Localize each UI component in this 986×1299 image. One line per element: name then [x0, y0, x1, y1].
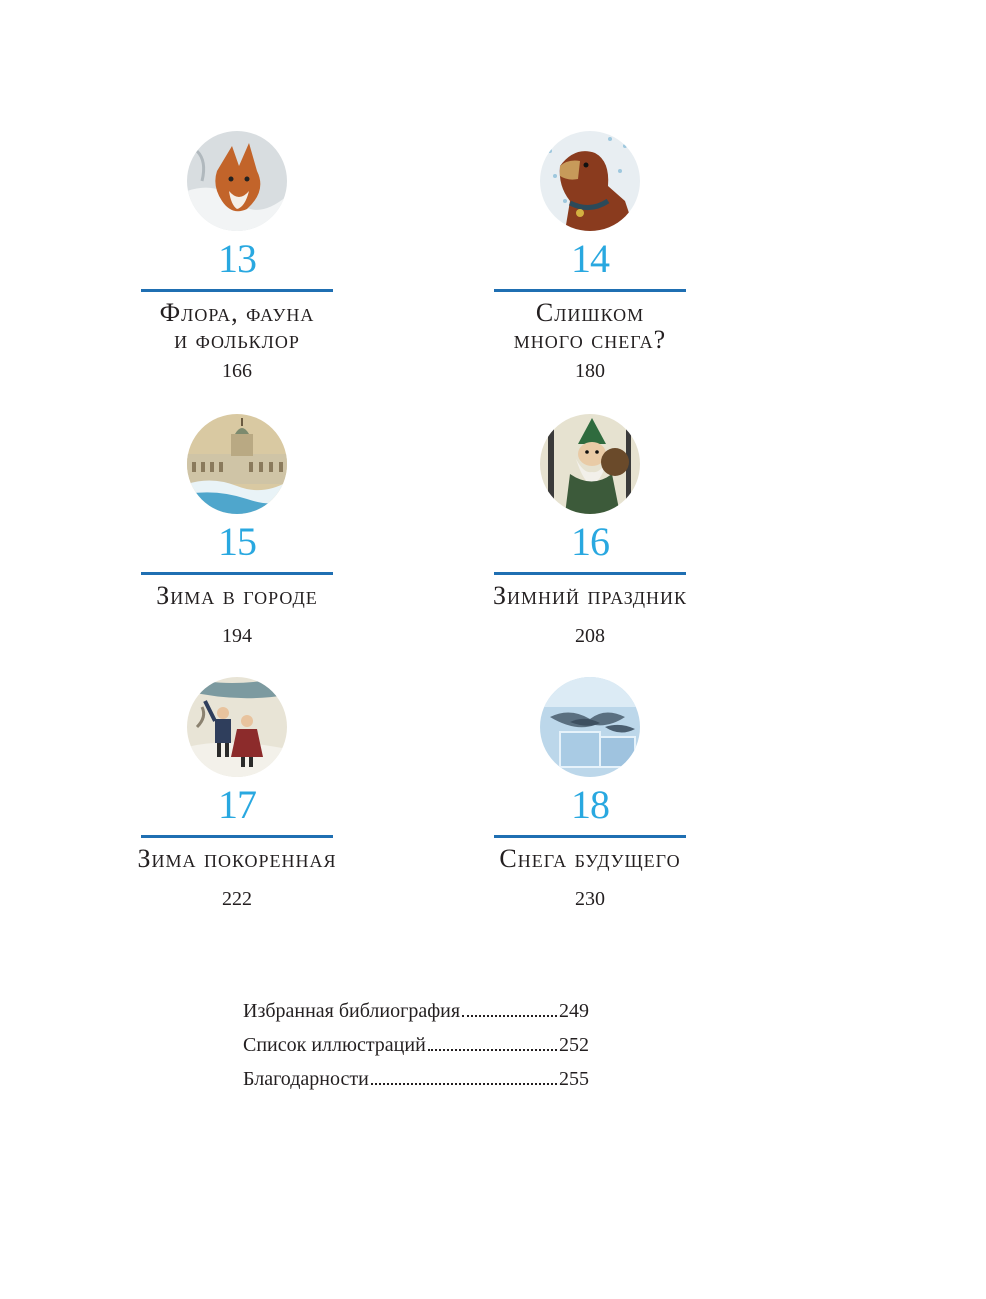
toc-label: Благодарности — [243, 1068, 369, 1090]
toc-item-acknowledgements[interactable] — [243, 1067, 589, 1101]
divider-rule — [494, 289, 686, 292]
toc-label: Список иллюстраций — [243, 1034, 426, 1056]
dot-leader — [371, 1083, 557, 1085]
divider-rule — [494, 835, 686, 838]
divider-rule — [141, 572, 333, 575]
toc-page: 249 — [559, 1000, 589, 1022]
toc-page: 252 — [559, 1034, 589, 1056]
dot-leader — [428, 1049, 557, 1051]
chapter-number[interactable]: 14 — [571, 236, 609, 281]
chapter-title-line1: Слишком — [535, 298, 645, 327]
chapter-number[interactable]: 13 — [218, 236, 256, 281]
toc-page: 255 — [559, 1068, 589, 1090]
chapter-page-number: 180 — [575, 360, 605, 382]
santa-thumbnail[interactable] — [540, 414, 640, 514]
chapter-title-line1: Снега будущего — [499, 844, 681, 873]
chapter-title-line1: Зимний праздник — [493, 581, 687, 610]
chapter-title[interactable] — [470, 845, 710, 872]
chapter-number[interactable]: 16 — [571, 519, 609, 564]
city-thumbnail[interactable] — [187, 414, 287, 514]
dot-leader — [462, 1015, 557, 1017]
chapter-number[interactable]: 15 — [218, 519, 256, 564]
chapter-title-line1: Зима покоренная — [137, 844, 337, 873]
chapter-title-line1: Зима в городе — [156, 581, 318, 610]
toc-item-bibliography[interactable] — [243, 999, 589, 1033]
divider-rule — [141, 289, 333, 292]
toc-label: Избранная библиография — [243, 1000, 461, 1022]
divider-rule — [141, 835, 333, 838]
chapter-number[interactable]: 17 — [218, 782, 256, 827]
chapter-title[interactable] — [470, 582, 710, 609]
chapter-number[interactable]: 18 — [571, 782, 609, 827]
chapter-title-line1: Флора, фауна — [159, 298, 315, 327]
chapter-title[interactable] — [117, 299, 357, 353]
chapter-title-line2: и фольклор — [174, 325, 300, 354]
ice-sculpture-thumbnail[interactable] — [540, 677, 640, 777]
chapter-title-line2: много снега? — [513, 325, 667, 354]
chapter-title[interactable] — [470, 299, 710, 353]
fox-thumbnail[interactable] — [187, 131, 287, 231]
chapter-page-number: 222 — [222, 888, 252, 910]
chapter-page-number: 166 — [222, 360, 252, 382]
chapter-page-number: 194 — [222, 625, 252, 647]
chapter-title[interactable] — [117, 845, 357, 872]
toc-item-illustrations[interactable] — [243, 1033, 589, 1067]
chapter-page-number: 208 — [575, 625, 605, 647]
chapter-title[interactable] — [117, 582, 357, 609]
dog-thumbnail[interactable] — [540, 131, 640, 231]
divider-rule — [494, 572, 686, 575]
children-thumbnail[interactable] — [187, 677, 287, 777]
back-matter-toc — [243, 999, 589, 1101]
chapter-page-number: 230 — [575, 888, 605, 910]
